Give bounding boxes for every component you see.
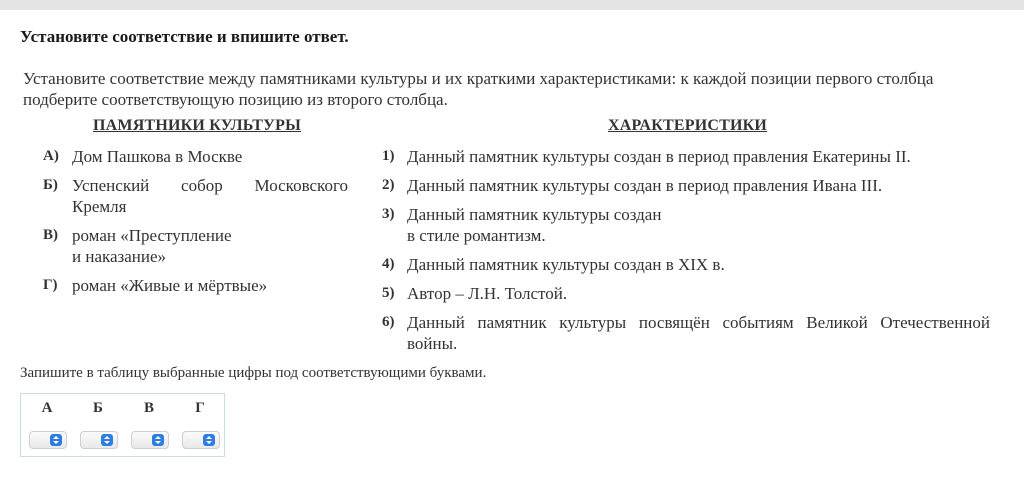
item-letter: Г) [43, 277, 58, 293]
answer-select-g[interactable] [182, 431, 220, 449]
answer-letter-a: А [41, 400, 53, 416]
answer-table [20, 393, 225, 457]
item-number: 1) [382, 148, 395, 164]
item-text: Данный памятник культуры посвящён событиям Великой Отечественной войны. [407, 313, 990, 353]
left-item-a [43, 146, 353, 167]
task-instructions: Установите соответствие между памятниками культуры и их краткими характеристиками: к каждой позиции первого столбца подберите соответствующую позицию из второго столбца. [23, 69, 934, 109]
item-text: Данный памятник культуры создан в стиле романтизм. [407, 205, 662, 245]
answer-letter-v: В [143, 400, 154, 416]
right-column-header: ХАРАКТЕРИСТИКИ [608, 117, 768, 134]
left-item-b [43, 175, 353, 217]
item-letter: А) [43, 148, 59, 164]
select-arrows-icon [50, 434, 62, 446]
right-item-2 [382, 175, 992, 196]
left-item-v [43, 225, 353, 267]
item-text: Автор – Л.Н. Толстой. [407, 284, 568, 303]
answer-letter-g: Г [195, 400, 205, 416]
select-arrows-icon [101, 434, 113, 446]
item-text: Данный памятник культуры создан в период правления Ивана III. [407, 176, 883, 195]
right-item-4 [382, 254, 992, 275]
item-number: 2) [382, 177, 395, 193]
top-bar [0, 0, 1024, 10]
item-text: Данный памятник культуры создан в XIX в. [407, 255, 725, 274]
item-number: 6) [382, 314, 395, 330]
item-text: роман «Преступление и наказание» [72, 226, 232, 266]
answer-letter-b: Б [93, 400, 103, 416]
right-item-1 [382, 146, 992, 167]
answer-instructions: Запишите в таблицу выбранные цифры под соответствующими буквами. [20, 365, 487, 381]
item-text: Успенский собор Московского Кремля [72, 176, 348, 216]
left-column-header: ПАМЯТНИКИ КУЛЬТУРЫ [93, 117, 301, 134]
right-item-6 [382, 312, 992, 354]
answer-select-b[interactable] [80, 431, 118, 449]
item-text: роман «Живые и мёртвые» [72, 276, 268, 295]
select-arrows-icon [203, 434, 215, 446]
item-letter: Б) [43, 177, 58, 193]
item-number: 3) [382, 206, 395, 222]
task-title: Установите соответствие и впишите ответ. [20, 27, 349, 46]
right-item-3 [382, 204, 992, 246]
item-letter: В) [43, 227, 58, 243]
answer-select-v[interactable] [131, 431, 169, 449]
answer-select-a[interactable] [29, 431, 67, 449]
item-number: 4) [382, 256, 395, 272]
item-number: 5) [382, 285, 395, 301]
select-arrows-icon [152, 434, 164, 446]
item-text: Данный памятник культуры создан в период правления Екатерины II. [407, 147, 911, 166]
left-item-g [43, 275, 353, 296]
item-text: Дом Пашкова в Москве [72, 147, 243, 166]
right-item-5 [382, 283, 992, 304]
